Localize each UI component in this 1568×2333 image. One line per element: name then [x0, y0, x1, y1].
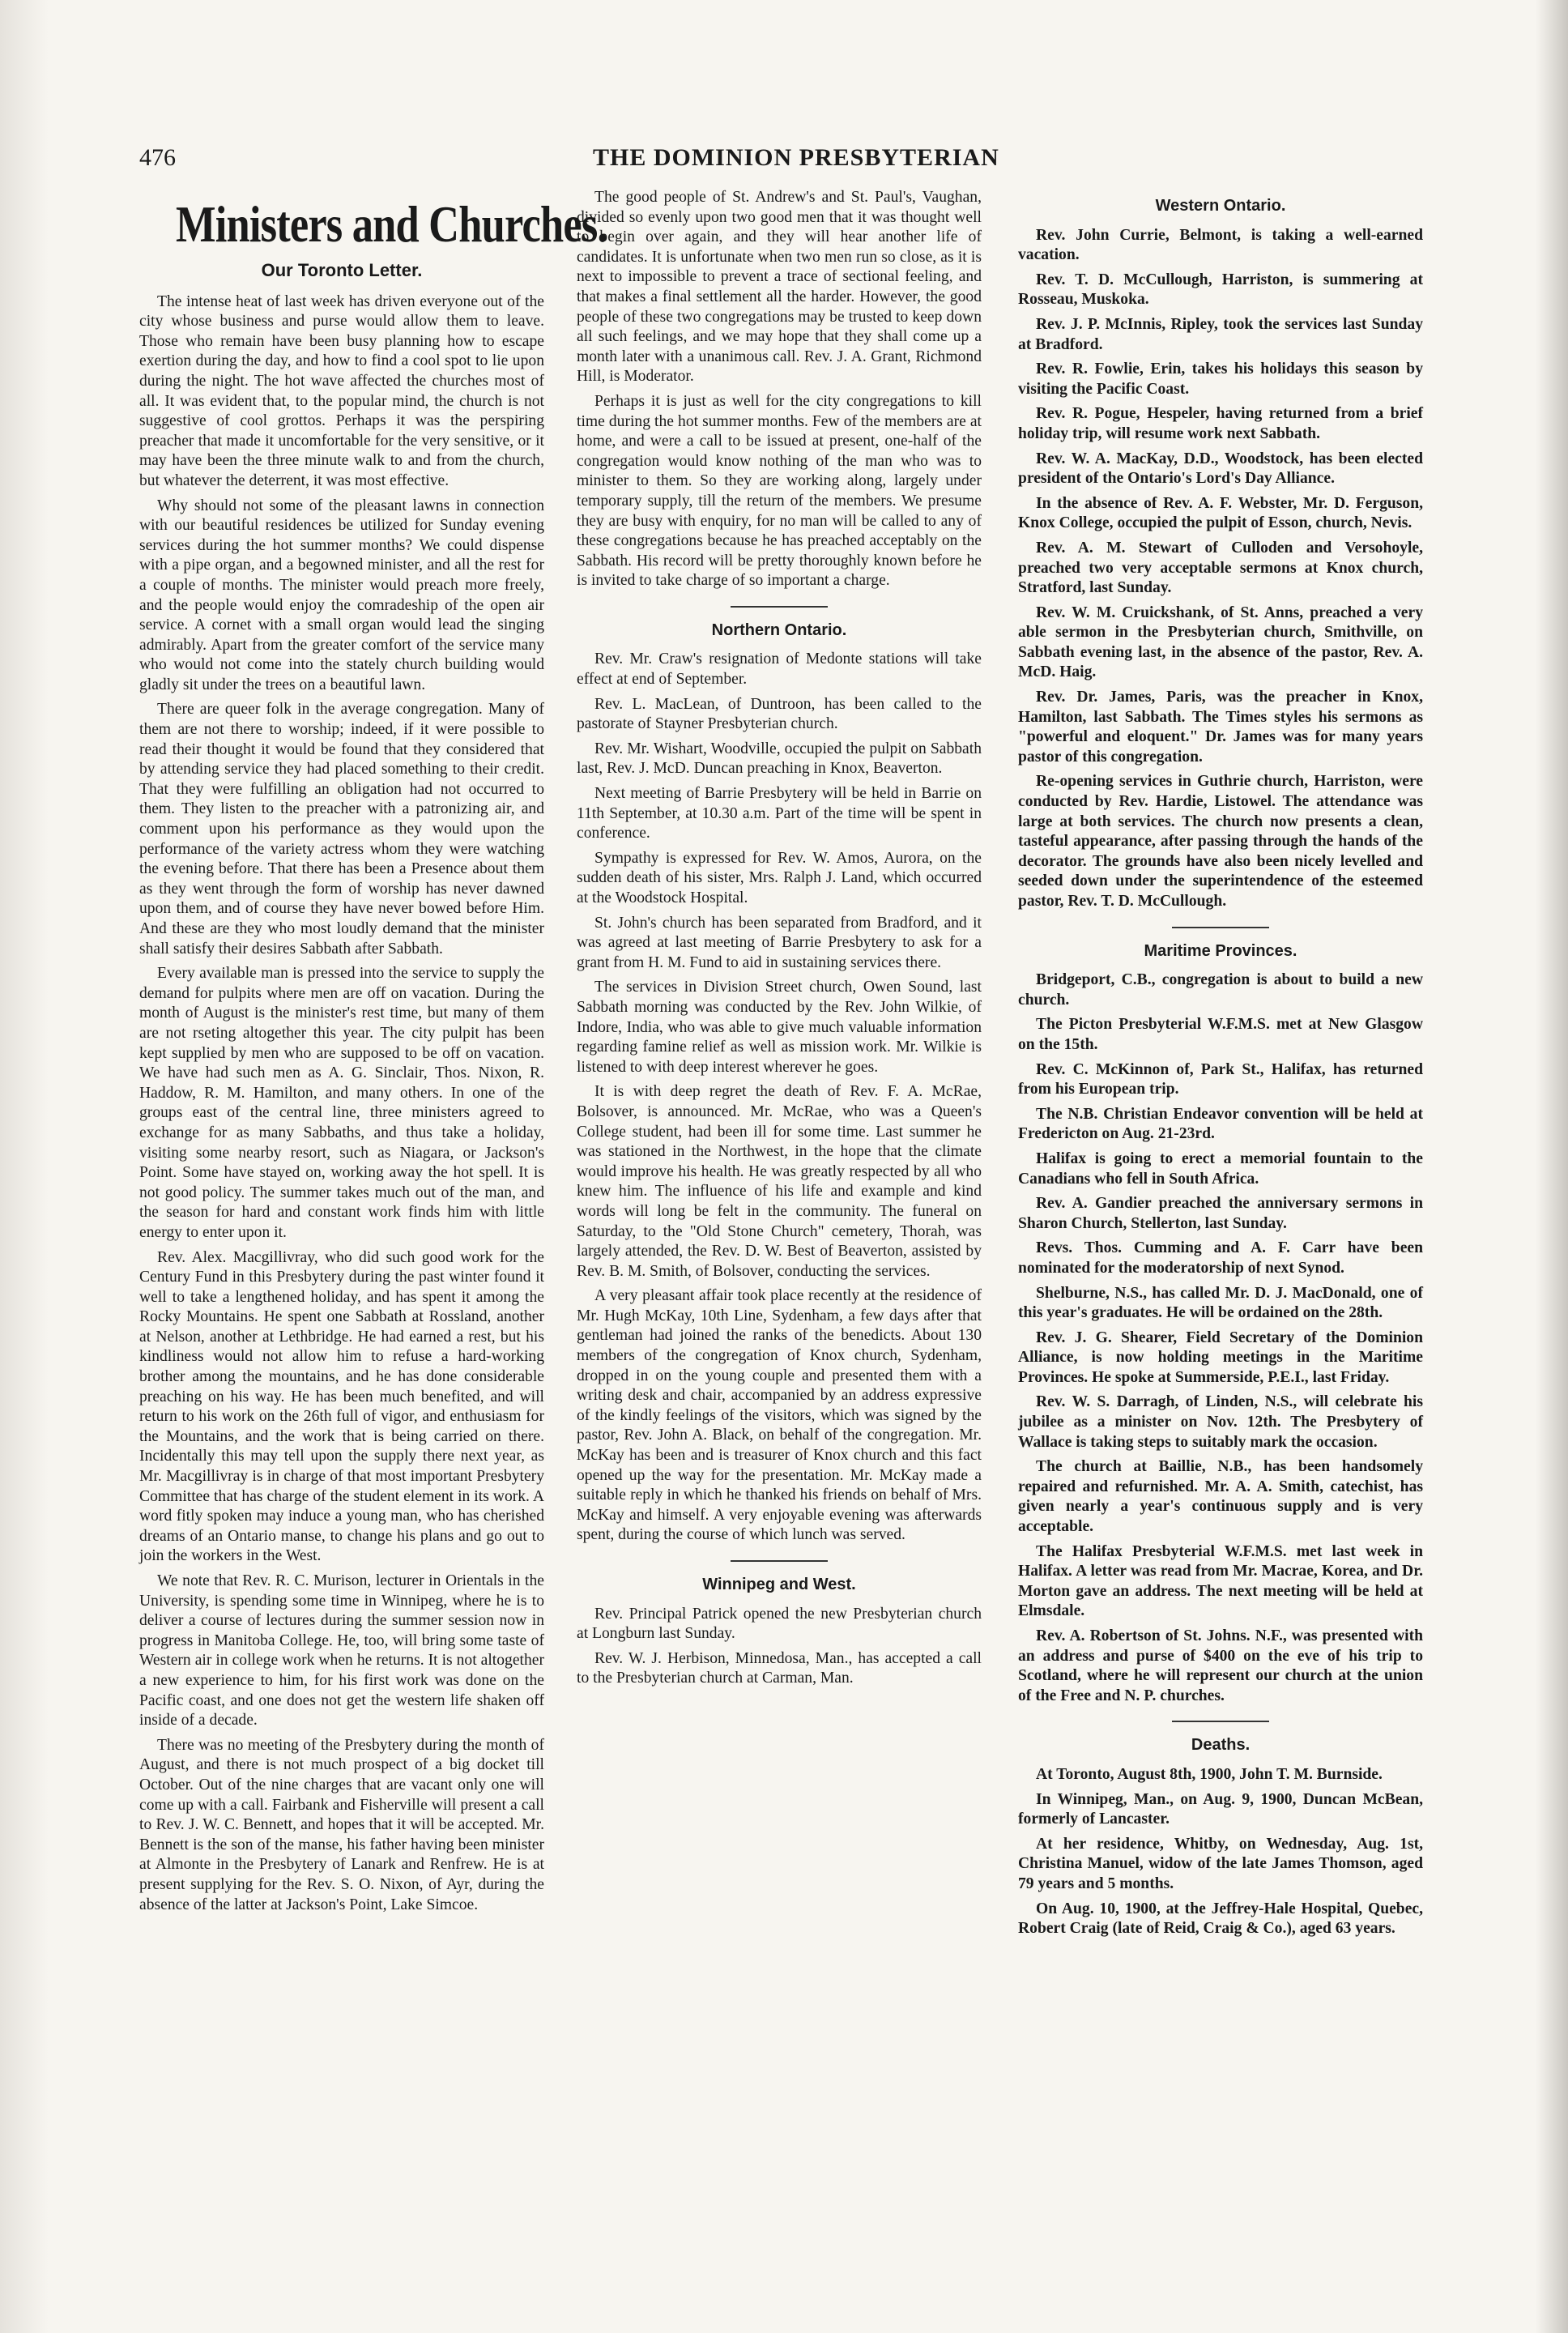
western-paragraph: Rev. W. A. MacKay, D.D., Woodstock, has been elected president of the Ontario's Lord's Day Alliance. — [1018, 450, 1423, 488]
northern-paragraph: Rev. L. MacLean, of Duntroon, has been called to the pastorate of Stayner Presbyterian church. — [577, 695, 982, 733]
deaths-paragraph: At Toronto, August 8th, 1900, John T. M. Burnside. — [1036, 1765, 1383, 1783]
western-paragraph: In the absence of Rev. A. F. Webster, Mr. D. Ferguson, Knox College, occupied the pulpit of Esson, church, Nevis. — [1018, 494, 1423, 532]
deaths-paragraph: In Winnipeg, Man., on Aug. 9, 1900, Duncan McBean, formerly of Lancaster. — [1018, 1790, 1423, 1828]
scan-edge-right — [1536, 0, 1568, 2333]
maritime-paragraph: Rev. A. Robertson of St. Johns. N.F., was presented with an address and purse of $400 on the eve of his trip to Scotland, where he will represent our church at the union of the Free and N. P. churches. — [1018, 1627, 1423, 1704]
article-columns — [139, 188, 1423, 2229]
maritime-paragraph: Bridgeport, C.B., congregation is about to build a new church. — [1018, 971, 1423, 1009]
toronto-paragraph: Why should not some of the pleasant lawns in connection with our beautiful residences be utilized for Sunday evening services during the hot summer months? We could dispense with a pipe organ, and a begowned minister, and all the rest for a couple of months. The minister would preach more freely, and the people would enjoy the comradeship of the open air service. A cornet with a small organ would lead the singing admirably. Apart from the greater comfort of the service many who would not come into the stately church building would gladly sit under the trees on a beautiful lawn. — [139, 497, 544, 693]
western-paragraph: Re-opening services in Guthrie church, Harriston, were conducted by Rev. Hardie, Listowel. The attendance was large at both services. The church now presents a clean, tasteful appearance, after passing through the hands of the decorator. The grounds have also been nicely levelled and seeded down under the superintendence of the esteemed pastor, Rev. T. D. McCullough. — [1018, 773, 1423, 910]
western-paragraph: Rev. W. M. Cruickshank, of St. Anns, preached a very able sermon in the Presbyterian church, Smithville, on Sabbath evening last, in the absence of the pastor, Rev. A. McD. Haig. — [1018, 604, 1423, 681]
winnipeg-paragraph: Rev. W. J. Herbison, Minnedosa, Man., has accepted a call to the Presbyterian church at Carman, Man. — [577, 1649, 982, 1687]
column-2 — [577, 188, 982, 2229]
northern-paragraph: A very pleasant affair took place recently at the residence of Mr. Hugh McKay, 10th Line, Sydenham, a few days after that gentleman had joined the ranks of the benedicts. About 130 members of the congregation of Knox church, Sydenham, dropped in on the young couple and presented them with a writing desk and chair, accompanied by an address expressive of the kindly feelings of the visitors, which was signed by the pastor, Rev. John A. Black, on behalf of the congregation. Mr. McKay has been and is treasurer of Knox church and this fact opened up the way for the presentation. Mr. McKay made a suitable reply in which he thanked his friends on behalf of Mrs. McKay and himself. A very enjoyable evening was afterwards spent, during the course of which lunch was served. — [577, 1287, 982, 1544]
paper-title: THE DOMINION PRESBYTERIAN — [593, 144, 999, 171]
northern-paragraph: The services in Division Street church, Owen Sound, last Sabbath morning was conducted by the Rev. John Wilkie, of Indore, India, who was able to give much valuable information regarding famine relief as well as mission work. Mr. Wilkie is listened to with deep interest wherever he goes. — [577, 979, 982, 1076]
northern-paragraph: Sympathy is expressed for Rev. W. Amos, Aurora, on the sudden death of his sister, Mrs. Ralph J. Land, which occurred at the Woodstock Hospital. — [577, 849, 982, 906]
northern-paragraph: It is with deep regret the death of Rev. F. A. McRae, Bolsover, is announced. Mr. McRae, who was a Queen's College student, had been ill for some time. Last summer he was stationed in the Northwest, in the hope that the climate would improve his health. He was greatly respected by all who knew him. The influence of his life and example and kind words will long be felt in the community. The funeral on Saturday, to the "Old Stone Church" cemetery, Thorah, was largely attended, the Rev. D. W. Best of Beaverton, assisted by Rev. B. M. Smith, of Bolsover, conducting the services. — [577, 1083, 982, 1280]
toronto-paragraph: The good people of St. Andrew's and St. Paul's, Vaughan, divided so evenly upon two good men that it was thought well to begin over again, and they will hear another life of candidates. It is unfortunate when two men run so close, as it is next to impossible to prevent a trace of sectional feeling, and that makes a final settlement all the harder. However, the good people of these two congregations may be trusted to keep down all such feelings, and we may hope that they shall come up a month later with a unanimous call. Rev. J. A. Grant, Richmond Hill, is Moderator. — [577, 189, 982, 386]
toronto-paragraph: We note that Rev. R. C. Murison, lecturer in Orientals in the University, is spending some time in Winnipeg, where he is to deliver a course of lectures during the summer session now in progress in Manitoba College. He, too, will bring some taste of Western air in college work when he returns. It is not altogether a new experience to him, for his first work was done on the Pacific coast, and one does not get the western life shaken off inside of a decade. — [139, 1572, 544, 1729]
maritime-paragraph: Rev. A. Gandier preached the anniversary sermons in Sharon Church, Stellerton, last Sunday. — [1018, 1195, 1423, 1232]
maritime-paragraph: Rev. C. McKinnon of, Park St., Halifax, has returned from his European trip. — [1018, 1060, 1423, 1098]
maritime-paragraph: Rev. W. S. Darragh, of Linden, N.S., will celebrate his jubilee as a minister on Nov. 12th. The Presbytery of Wallace is taking steps to suitably mark the occasion. — [1018, 1393, 1423, 1451]
section-rule — [731, 1560, 828, 1562]
toronto-paragraph: Perhaps it is just as well for the city congregations to kill time during the hot summer months. Few of the members are at home, and were a call to be issued at present, one-half of the congregation would know nothing of the man who was to minister to them. So they are working along, largely under temporary supply, till the return of the members. We presume they are busy with enquiry, for no man will be called to any of these congregations because he has preached acceptably on the Sabbath. His record will be pretty thoroughly known before he is invited to take charge of so important a charge. — [577, 392, 982, 590]
page-header — [139, 144, 1419, 185]
western-paragraph: Rev. J. P. McInnis, Ripley, took the services last Sunday at Bradford. — [1018, 315, 1423, 353]
maritime-paragraph: Rev. J. G. Shearer, Field Secretary of the Dominion Alliance, is now holding meetings in the Maritime Provinces. He spoke at Summerside, P.E.I., last Friday. — [1018, 1329, 1423, 1386]
column-3 — [1018, 188, 1423, 2229]
column-1 — [139, 188, 607, 2229]
maritime-paragraph: Shelburne, N.S., has called Mr. D. J. MacDonald, one of this year's graduates. He will be ordained on the 28th. — [1018, 1284, 1423, 1322]
northern-paragraph: Rev. Mr. Wishart, Woodville, occupied the pulpit on Sabbath last, Rev. J. McD. Duncan preaching in Knox, Beaverton. — [577, 740, 982, 778]
maritime-paragraph: Halifax is going to erect a memorial fountain to the Canadians who fell in South Africa. — [1018, 1149, 1423, 1188]
toronto-paragraph: The intense heat of last week has driven everyone out of the city whose business and purse would allow them to leave. Those who remain have been busy planning how to escape exertion during the day, and how to find a cool spot to lie upon during the night. The hot wave affected the churches most of all. It was evident that, to the popular mind, the church is not suggestive of cool grottos. Perhaps it was the perspiring preacher that made it uncomfortable for the very sensitive, or it may have been the three minute walk to and from the church, but whatever the deterrent, it was most effective. — [139, 292, 544, 489]
section-rule — [1172, 927, 1269, 928]
northern-paragraph: Next meeting of Barrie Presbytery will be held in Barrie on 11th September, at 10.30 a.m. Part of the time will be spent in conference. — [577, 785, 982, 842]
western-paragraph: Rev. John Currie, Belmont, is taking a well-earned vacation. — [1018, 226, 1423, 264]
western-paragraph: Rev. A. M. Stewart of Culloden and Versohoyle, preached two very acceptable sermons at Knox church, Stratford, last Sunday. — [1018, 539, 1423, 597]
masthead: Ministers and Churches. — [176, 195, 607, 253]
maritime-paragraph: The church at Baillie, N.B., has been handsomely repaired and refurnished. Mr. A. A. Smith, catechist, has given nearly a year's continuous supply and is very acceptable. — [1018, 1458, 1423, 1536]
deaths-heading: Deaths. — [1191, 1736, 1251, 1755]
scan-edge-left — [0, 0, 49, 2333]
western-heading: Western Ontario. — [1155, 197, 1286, 215]
toronto-paragraph: Rev. Alex. Macgillivray, who did such good work for the Century Fund in this Presbytery during the past winter found it well to take a lengthened holiday, and has spent it among the Rocky Mountains. He spent one Sabbath at Rossland, another at Nelson, another at Lethbridge. He had earned a rest, but his kindliness would not allow him to refuse a hard-working brother among the mountains, and he has done considerable preaching on his way. He has been much benefited, and will return to his work on the 26th full of vigor, and enthusiasm for the Mountains, and the work that is being carried on there. Incidentally this may tell upon the supply there next year, as Mr. Macgillivray is in charge of that most important Presbytery Committee that has charge of the student element in its work. A word fitly spoken may induce a young man, who has cherished dreams of an Ontario manse, to change his plans and go out to join the workers in the West. — [139, 1248, 544, 1565]
northern-paragraph: Rev. Mr. Craw's resignation of Medonte stations will take effect at end of September. — [577, 650, 982, 689]
winnipeg-paragraph: Rev. Principal Patrick opened the new Presbyterian church at Longburn last Sunday. — [577, 1605, 982, 1643]
deaths-paragraph: On Aug. 10, 1900, at the Jeffrey-Hale Hospital, Quebec, Robert Craig (late of Reid, Craig & Co.), aged 63 years. — [1018, 1900, 1423, 1938]
northern-heading: Northern Ontario. — [711, 621, 847, 639]
section-rule — [1172, 1721, 1269, 1722]
western-paragraph: Rev. R. Pogue, Hespeler, having returned from a brief holiday trip, will resume work next Sabbath. — [1018, 405, 1423, 442]
maritime-paragraph: The Picton Presbyterial W.F.M.S. met at New Glasgow on the 15th. — [1018, 1016, 1423, 1053]
toronto-paragraph: Every available man is pressed into the service to supply the demand for pulpits where men are off on vacation. During the month of August is the minister's rest time, but many of them are not rseting altogether this year. The city pulpit has been kept supplied by men who are supposed to be off on vacation. We have had such men as A. G. Sinclair, Thos. Nixon, R. Haddow, R. M. Hamilton, and many others. In one of the groups east of the central line, three ministers agreed to exchange for as many Sabbaths, and thus take a holiday, visiting some nearby resort, such as Niagara, or Jackson's Point. Some have stayed on, working away the hot spell. It is not good policy. The summer takes much out of the man, and the season for hard and constant work finds him with little energy to enter upon it. — [139, 965, 544, 1241]
toronto-paragraph: There was no meeting of the Presbytery during the month of August, and there is not much prospect of a big docket till October. Out of the nine charges that are vacant only one will come up with a call. Fairbank and Fisherville will present a call to Rev. J. W. C. Bennett, and hopes that it will be accepted. Mr. Bennett is the son of the manse, his father having been minister at Almonte in the Presbytery of Lanark and Renfrew. He is at present supplying for the Rev. S. O. Nixon, of Ayr, during the absence of the latter at Jackson's Point, Lake Simcoe. — [139, 1736, 544, 1913]
page-number: 476 — [139, 144, 176, 171]
maritime-heading: Maritime Provinces. — [1144, 941, 1297, 960]
toronto-paragraph: There are queer folk in the average congregation. Many of them are not there to worship; indeed, if it were possible to read their thought it would be found that they considered that by attending service they had placed something to their credit. That they were fulfilling an obligation had not occurred to them. They listen to the preacher with a patronizing air, and comment upon his performance as they would upon the performance of the variety actress whom they were watching the evening before. That there has been a Presence about them as they went through the form of worship has never dawned upon them, and of course they have never bowed before Him. And these are they who most loudly demand that the minister shall satisfy their desires Sabbath after Sabbath. — [139, 701, 544, 958]
deaths-paragraph: At her residence, Whitby, on Wednesday, Aug. 1st, Christina Manuel, widow of the late James Thomson, aged 79 years and 5 months. — [1018, 1835, 1423, 1892]
section-rule — [731, 606, 828, 608]
northern-paragraph: St. John's church has been separated from Bradford, and it was agreed at last meeting of Barrie Presbytery to ask for a grant from H. M. Fund to aid in sustaining services there. — [577, 914, 982, 971]
western-paragraph: Rev. R. Fowlie, Erin, takes his holidays this season by visiting the Pacific Coast. — [1018, 360, 1423, 398]
maritime-paragraph: Revs. Thos. Cumming and A. F. Carr have been nominated for the moderatorship of next Synod. — [1018, 1239, 1423, 1277]
winnipeg-heading: Winnipeg and West. — [702, 1576, 856, 1593]
western-paragraph: Rev. T. D. McCullough, Harriston, is summering at Rosseau, Muskoka. — [1018, 271, 1423, 309]
western-paragraph: Rev. Dr. James, Paris, was the preacher in Knox, Hamilton, last Sabbath. The Times styles his sermons as "powerful and eloquent." Dr. James was for many years pastor of this congregation. — [1018, 689, 1423, 766]
toronto-heading: Our Toronto Letter. — [261, 260, 423, 280]
maritime-paragraph: The Halifax Presbyterial W.F.M.S. met last week in Halifax. A letter was read from Mr. Macrae, Korea, and Dr. Morton gave an address. The next meeting will be held at Elmsdale. — [1018, 1542, 1423, 1620]
maritime-paragraph: The N.B. Christian Endeavor convention will be held at Fredericton on Aug. 21-23rd. — [1018, 1105, 1423, 1143]
